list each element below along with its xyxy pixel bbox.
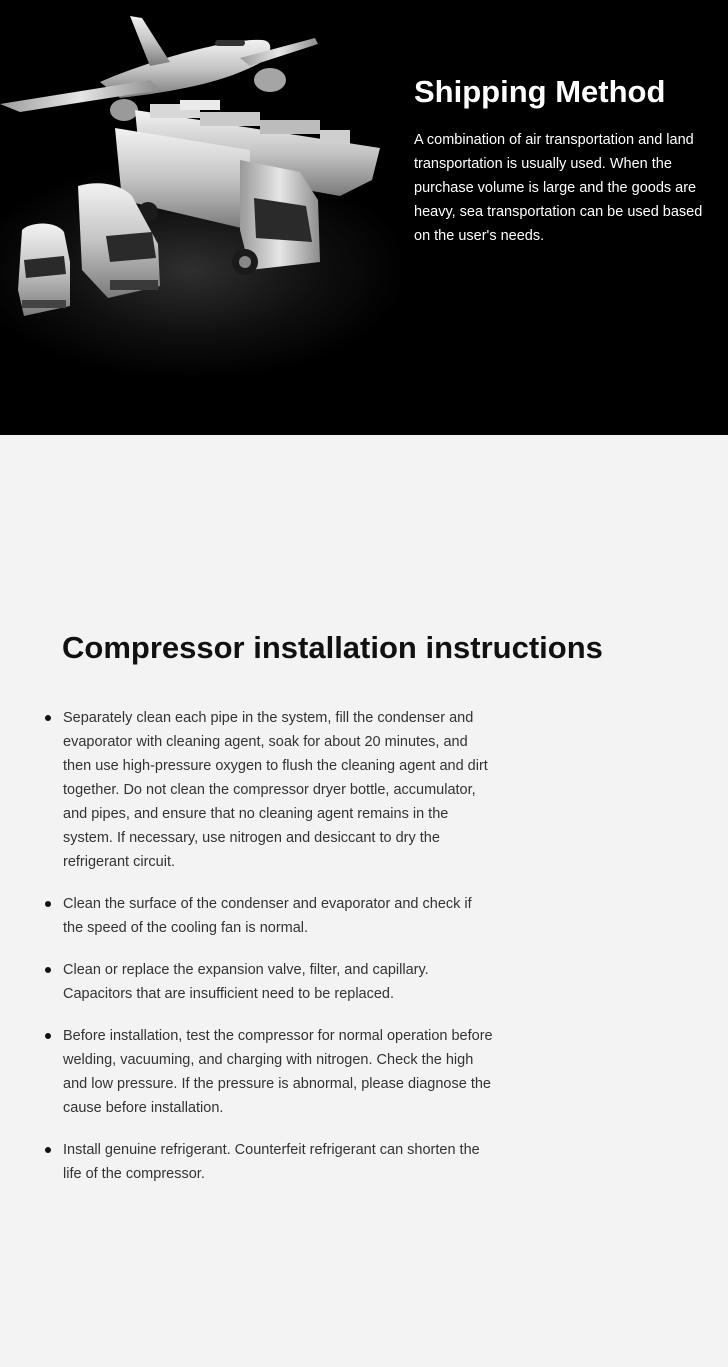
shipping-section [0,0,728,435]
bullet-icon [45,1033,51,1039]
step-text: Clean the surface of the condenser and evaporator and check if the speed of the cooling fan is normal. [63,896,472,936]
list-item [44,706,494,874]
step-text: Separately clean each pipe in the system, fill the condenser and evaporator with cleaning agent, soak for about 20 minutes, and then use high-pressure oxygen to flush the cleaning agent and dirt together. Do not clean the compressor dryer bottle, accumulator, and pipes, and ensure that no cleaning agent remains in the system. If necessary, use nitrogen and desiccant to dry the refrigerant circuit. [63,710,488,870]
bullet-icon [45,901,51,907]
bullet-icon [45,1147,51,1153]
shipping-description: A combination of air transportation and land transportation is usually used. When the purchase volume is large and the goods are heavy, sea transportation can be used based on the user's needs. [414,132,703,244]
step-text: Before installation, test the compressor for normal operation before welding, vacuuming, and charging with nitrogen. Check the high and low pressure. If the pressure is abnormal, please diagnose the cause before installation. [63,1028,493,1116]
installation-section [0,435,728,1367]
step-text: Clean or replace the expansion valve, filter, and capillary. Capacitors that are insufficient need to be replaced. [63,962,429,1002]
shipping-text-block [414,74,704,248]
list-item [44,1138,494,1186]
bullet-icon [45,967,51,973]
installation-steps-list [44,706,494,1186]
list-item [44,892,494,940]
transport-vehicles-image [0,0,400,435]
bullet-icon [45,715,51,721]
step-text: Install genuine refrigerant. Counterfeit refrigerant can shorten the life of the compressor. [63,1142,480,1182]
car-icon [18,224,70,317]
shipping-title: Shipping Method [414,74,666,109]
installation-title: Compressor installation instructions [62,630,603,665]
list-item [44,958,494,1006]
list-item [44,1024,494,1120]
